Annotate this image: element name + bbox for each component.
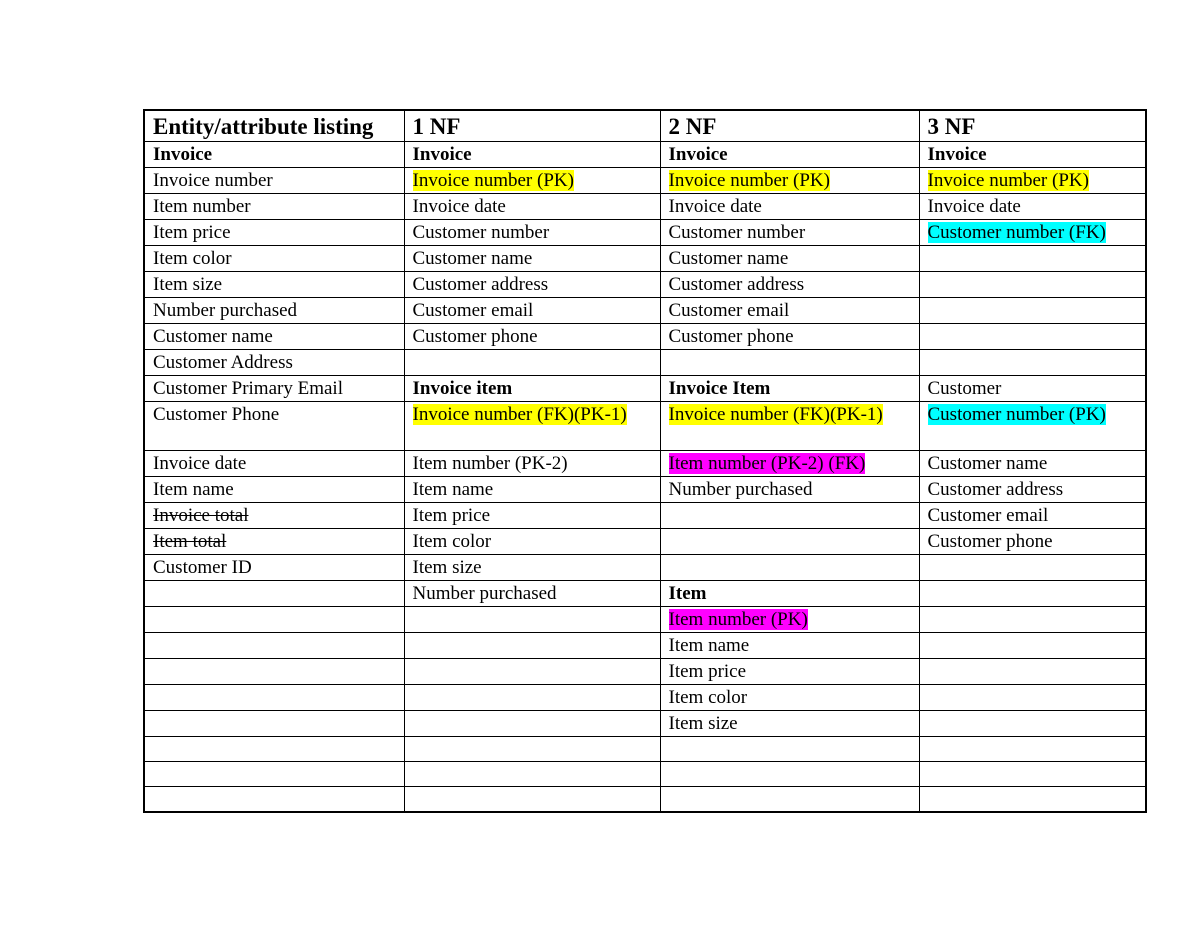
table-body — [144, 110, 1146, 812]
cell-entity-attribute — [144, 555, 404, 581]
cell-text: Number purchased — [153, 300, 298, 321]
table-row — [144, 659, 1146, 685]
table-row — [144, 168, 1146, 194]
table-row — [144, 607, 1146, 633]
cell-text: Invoice date — [927, 196, 1021, 217]
cell-text: Customer Phone — [153, 404, 280, 425]
cell-1nf — [404, 529, 660, 555]
cell-2nf — [660, 529, 919, 555]
cell-1nf — [404, 272, 660, 298]
cell-text: Invoice date — [153, 453, 247, 474]
cell-entity-attribute — [144, 685, 404, 711]
table-row — [144, 324, 1146, 350]
cell-2nf — [660, 762, 919, 787]
cell-1nf — [404, 503, 660, 529]
header-2nf: 2 NF — [660, 110, 919, 142]
cell-1nf — [404, 324, 660, 350]
cell-entity-attribute — [144, 633, 404, 659]
cell-entity-attribute — [144, 787, 404, 813]
cell-2nf — [660, 220, 919, 246]
header-3nf: 3 NF — [919, 110, 1146, 142]
cell-1nf — [404, 659, 660, 685]
cell-text: Item name — [153, 479, 234, 500]
cell-2nf — [660, 246, 919, 272]
cell-text: Customer name — [927, 453, 1048, 474]
cell-text: Customer email — [412, 300, 534, 321]
cell-3nf — [919, 503, 1146, 529]
cell-text: Item — [668, 583, 707, 604]
table-row — [144, 451, 1146, 477]
cell-entity-attribute — [144, 272, 404, 298]
cell-3nf — [919, 633, 1146, 659]
cell-1nf — [404, 581, 660, 607]
cell-text: Invoice — [412, 144, 472, 165]
cell-entity-attribute — [144, 402, 404, 451]
cell-text: Invoice item — [412, 378, 513, 399]
cell-3nf — [919, 142, 1146, 168]
cell-entity-attribute — [144, 581, 404, 607]
cell-entity-attribute — [144, 529, 404, 555]
cell-1nf — [404, 685, 660, 711]
cell-text: Item size — [153, 274, 223, 295]
cell-1nf — [404, 194, 660, 220]
cell-3nf — [919, 220, 1146, 246]
cell-text: Customer name — [412, 248, 533, 269]
cell-text: Invoice — [927, 144, 987, 165]
cell-text: Invoice number — [153, 170, 273, 191]
cell-text: Customer email — [927, 505, 1049, 526]
cell-3nf — [919, 402, 1146, 451]
cell-1nf — [404, 787, 660, 813]
cell-3nf — [919, 529, 1146, 555]
cell-text: Item color — [668, 687, 748, 708]
table-row — [144, 737, 1146, 762]
cell-text: Invoice — [668, 144, 728, 165]
cell-3nf — [919, 298, 1146, 324]
cell-3nf — [919, 685, 1146, 711]
cell-2nf — [660, 685, 919, 711]
cell-entity-attribute — [144, 376, 404, 402]
cell-text: Invoice date — [668, 196, 762, 217]
cell-text: Customer Primary Email — [153, 378, 343, 399]
cell-3nf — [919, 607, 1146, 633]
cell-text: Item size — [412, 557, 482, 578]
header-entity-attribute-listing: Entity/attribute listing — [144, 110, 404, 142]
cell-3nf — [919, 324, 1146, 350]
cell-3nf — [919, 477, 1146, 503]
cell-text: Item number (PK) — [668, 609, 808, 630]
cell-entity-attribute — [144, 350, 404, 376]
table-row — [144, 376, 1146, 402]
table-row — [144, 503, 1146, 529]
cell-text: Invoice — [153, 144, 213, 165]
cell-2nf — [660, 503, 919, 529]
cell-1nf — [404, 477, 660, 503]
cell-text: Customer — [927, 378, 1002, 399]
cell-1nf — [404, 762, 660, 787]
cell-text: Customer number (FK) — [927, 222, 1106, 243]
cell-2nf — [660, 633, 919, 659]
cell-1nf — [404, 350, 660, 376]
cell-2nf — [660, 711, 919, 737]
cell-1nf — [404, 220, 660, 246]
cell-text: Item price — [153, 222, 231, 243]
cell-2nf — [660, 451, 919, 477]
cell-text: Customer name — [153, 326, 273, 347]
cell-text: Customer number (PK) — [927, 404, 1106, 425]
cell-text: Item number (PK-2) — [412, 453, 568, 474]
cell-1nf — [404, 555, 660, 581]
cell-entity-attribute — [144, 607, 404, 633]
table-row — [144, 298, 1146, 324]
cell-text: Number purchased — [412, 583, 557, 604]
table-row — [144, 529, 1146, 555]
cell-3nf — [919, 555, 1146, 581]
cell-text: Customer phone — [412, 326, 538, 347]
cell-text: Invoice total — [153, 505, 249, 526]
cell-entity-attribute — [144, 168, 404, 194]
cell-3nf — [919, 659, 1146, 685]
cell-entity-attribute — [144, 220, 404, 246]
cell-2nf — [660, 787, 919, 813]
cell-text: Customer address — [927, 479, 1064, 500]
cell-entity-attribute — [144, 762, 404, 787]
table-row — [144, 142, 1146, 168]
cell-2nf — [660, 272, 919, 298]
cell-2nf — [660, 376, 919, 402]
cell-2nf — [660, 142, 919, 168]
cell-entity-attribute — [144, 246, 404, 272]
cell-text: Item color — [412, 531, 492, 552]
cell-2nf — [660, 324, 919, 350]
cell-entity-attribute — [144, 451, 404, 477]
table-row — [144, 220, 1146, 246]
normalization-table — [143, 109, 1147, 813]
cell-2nf — [660, 402, 919, 451]
cell-text: Item name — [668, 635, 750, 656]
cell-1nf — [404, 142, 660, 168]
cell-3nf — [919, 246, 1146, 272]
cell-text: Customer address — [668, 274, 805, 295]
cell-text: Item color — [153, 248, 232, 269]
cell-3nf — [919, 711, 1146, 737]
cell-2nf — [660, 659, 919, 685]
cell-text: Invoice number (FK)(PK-1) — [412, 404, 627, 425]
cell-text: Invoice date — [412, 196, 506, 217]
cell-entity-attribute — [144, 194, 404, 220]
header-row — [144, 110, 1146, 142]
table-row — [144, 787, 1146, 813]
cell-3nf — [919, 737, 1146, 762]
cell-2nf — [660, 168, 919, 194]
cell-text: Invoice number (PK) — [927, 170, 1089, 191]
cell-2nf — [660, 350, 919, 376]
cell-text: Invoice number (FK)(PK-1) — [668, 404, 883, 425]
cell-text: Customer number — [668, 222, 806, 243]
cell-3nf — [919, 787, 1146, 813]
cell-text: Customer number — [412, 222, 550, 243]
cell-entity-attribute — [144, 659, 404, 685]
cell-text: Item size — [668, 713, 738, 734]
cell-2nf — [660, 555, 919, 581]
cell-1nf — [404, 737, 660, 762]
table-row — [144, 685, 1146, 711]
cell-1nf — [404, 607, 660, 633]
cell-3nf — [919, 762, 1146, 787]
cell-text: Item price — [412, 505, 491, 526]
table-row — [144, 633, 1146, 659]
cell-entity-attribute — [144, 477, 404, 503]
table-row — [144, 272, 1146, 298]
cell-entity-attribute — [144, 324, 404, 350]
table-row — [144, 555, 1146, 581]
cell-3nf — [919, 350, 1146, 376]
table-row — [144, 350, 1146, 376]
cell-entity-attribute — [144, 711, 404, 737]
cell-2nf — [660, 194, 919, 220]
cell-1nf — [404, 298, 660, 324]
table-row — [144, 246, 1146, 272]
cell-entity-attribute — [144, 298, 404, 324]
cell-1nf — [404, 376, 660, 402]
cell-text: Invoice Item — [668, 378, 771, 399]
cell-1nf — [404, 633, 660, 659]
cell-1nf — [404, 246, 660, 272]
cell-text: Customer ID — [153, 557, 252, 578]
cell-3nf — [919, 376, 1146, 402]
cell-text: Customer phone — [927, 531, 1053, 552]
cell-2nf — [660, 607, 919, 633]
cell-1nf — [404, 402, 660, 451]
cell-3nf — [919, 451, 1146, 477]
table-row — [144, 581, 1146, 607]
table-row — [144, 402, 1146, 451]
cell-text: Item number — [153, 196, 251, 217]
cell-1nf — [404, 711, 660, 737]
cell-text: Customer name — [668, 248, 789, 269]
cell-text: Item number (PK-2) (FK) — [668, 453, 866, 474]
table-row — [144, 711, 1146, 737]
cell-1nf — [404, 168, 660, 194]
table-row — [144, 194, 1146, 220]
cell-text: Customer phone — [668, 326, 794, 347]
cell-2nf — [660, 298, 919, 324]
cell-text: Customer address — [412, 274, 549, 295]
cell-2nf — [660, 737, 919, 762]
cell-text: Invoice number (PK) — [668, 170, 830, 191]
cell-3nf — [919, 168, 1146, 194]
cell-text: Item price — [668, 661, 747, 682]
cell-entity-attribute — [144, 142, 404, 168]
cell-entity-attribute — [144, 503, 404, 529]
table-row — [144, 477, 1146, 503]
cell-text: Item total — [153, 531, 227, 552]
cell-3nf — [919, 194, 1146, 220]
header-1nf: 1 NF — [404, 110, 660, 142]
cell-2nf — [660, 581, 919, 607]
table-row — [144, 762, 1146, 787]
cell-text: Customer email — [668, 300, 790, 321]
cell-text: Customer Address — [153, 352, 293, 373]
cell-text: Item name — [412, 479, 494, 500]
cell-1nf — [404, 451, 660, 477]
cell-2nf — [660, 477, 919, 503]
cell-3nf — [919, 581, 1146, 607]
cell-text: Invoice number (PK) — [412, 170, 574, 191]
cell-entity-attribute — [144, 737, 404, 762]
cell-text: Number purchased — [668, 479, 813, 500]
cell-3nf — [919, 272, 1146, 298]
